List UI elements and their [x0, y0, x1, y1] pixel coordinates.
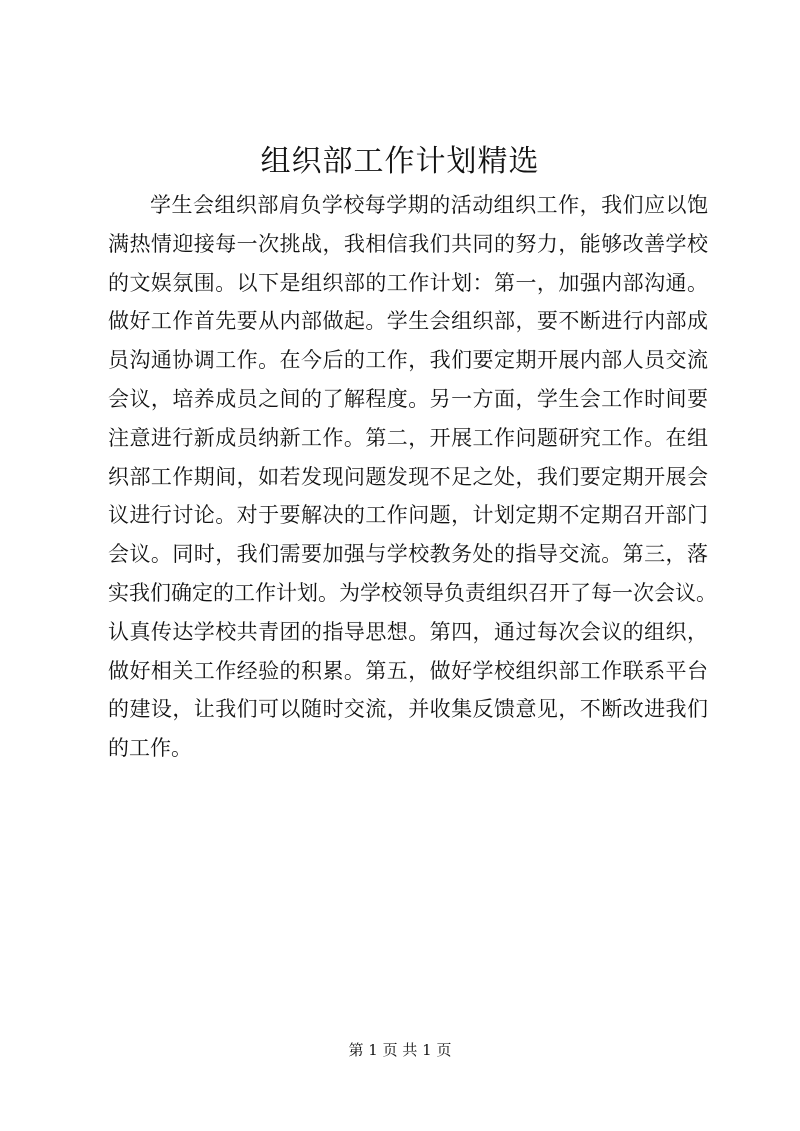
body-paragraph	[108, 186, 717, 768]
paragraph-line: 认真传达学校共青团的指导思想。第四，通过每次会议的组织，	[108, 619, 708, 644]
paragraph-line: 做好相关工作经验的积累。第五，做好学校组织部工作联系平台	[108, 658, 708, 683]
paragraph-line: 满热情迎接每一次挑战，我相信我们共同的努力，能够改善学校	[108, 231, 708, 256]
page-number-footer: 第 1 页 共 1 页	[348, 1041, 452, 1059]
paragraph-line: 议进行讨论。对于要解决的工作问题，计划定期不定期召开部门	[108, 503, 708, 528]
paragraph-line: 会议，培养成员之间的了解程度。另一方面，学生会工作时间要	[108, 386, 708, 411]
paragraph-line: 实我们确定的工作计划。为学校领导负责组织召开了每一次会议。	[108, 580, 717, 605]
paragraph-line: 学生会组织部肩负学校每学期的活动组织工作，我们应以饱	[150, 193, 708, 217]
paragraph-line: 织部工作期间，如若发现问题发现不足之处，我们要定期开展会	[108, 464, 708, 489]
paragraph-line: 会议。同时，我们需要加强与学校教务处的指导交流。第三，落	[108, 542, 708, 567]
paragraph-line: 的建设，让我们可以随时交流，并收集反馈意见，不断改进我们	[108, 697, 708, 722]
paragraph-line: 注意进行新成员纳新工作。第二，开展工作问题研究工作。在组	[108, 425, 708, 450]
paragraph-line: 做好工作首先要从内部做起。学生会组织部，要不断进行内部成	[108, 309, 708, 334]
page-title: 组织部工作计划精选	[260, 144, 540, 179]
paragraph-line: 员沟通协调工作。在今后的工作，我们要定期开展内部人员交流	[108, 348, 708, 373]
paragraph-line: 的文娱氛围。以下是组织部的工作计划：第一，加强内部沟通。	[108, 270, 708, 295]
paragraph-line: 的工作。	[108, 736, 192, 761]
